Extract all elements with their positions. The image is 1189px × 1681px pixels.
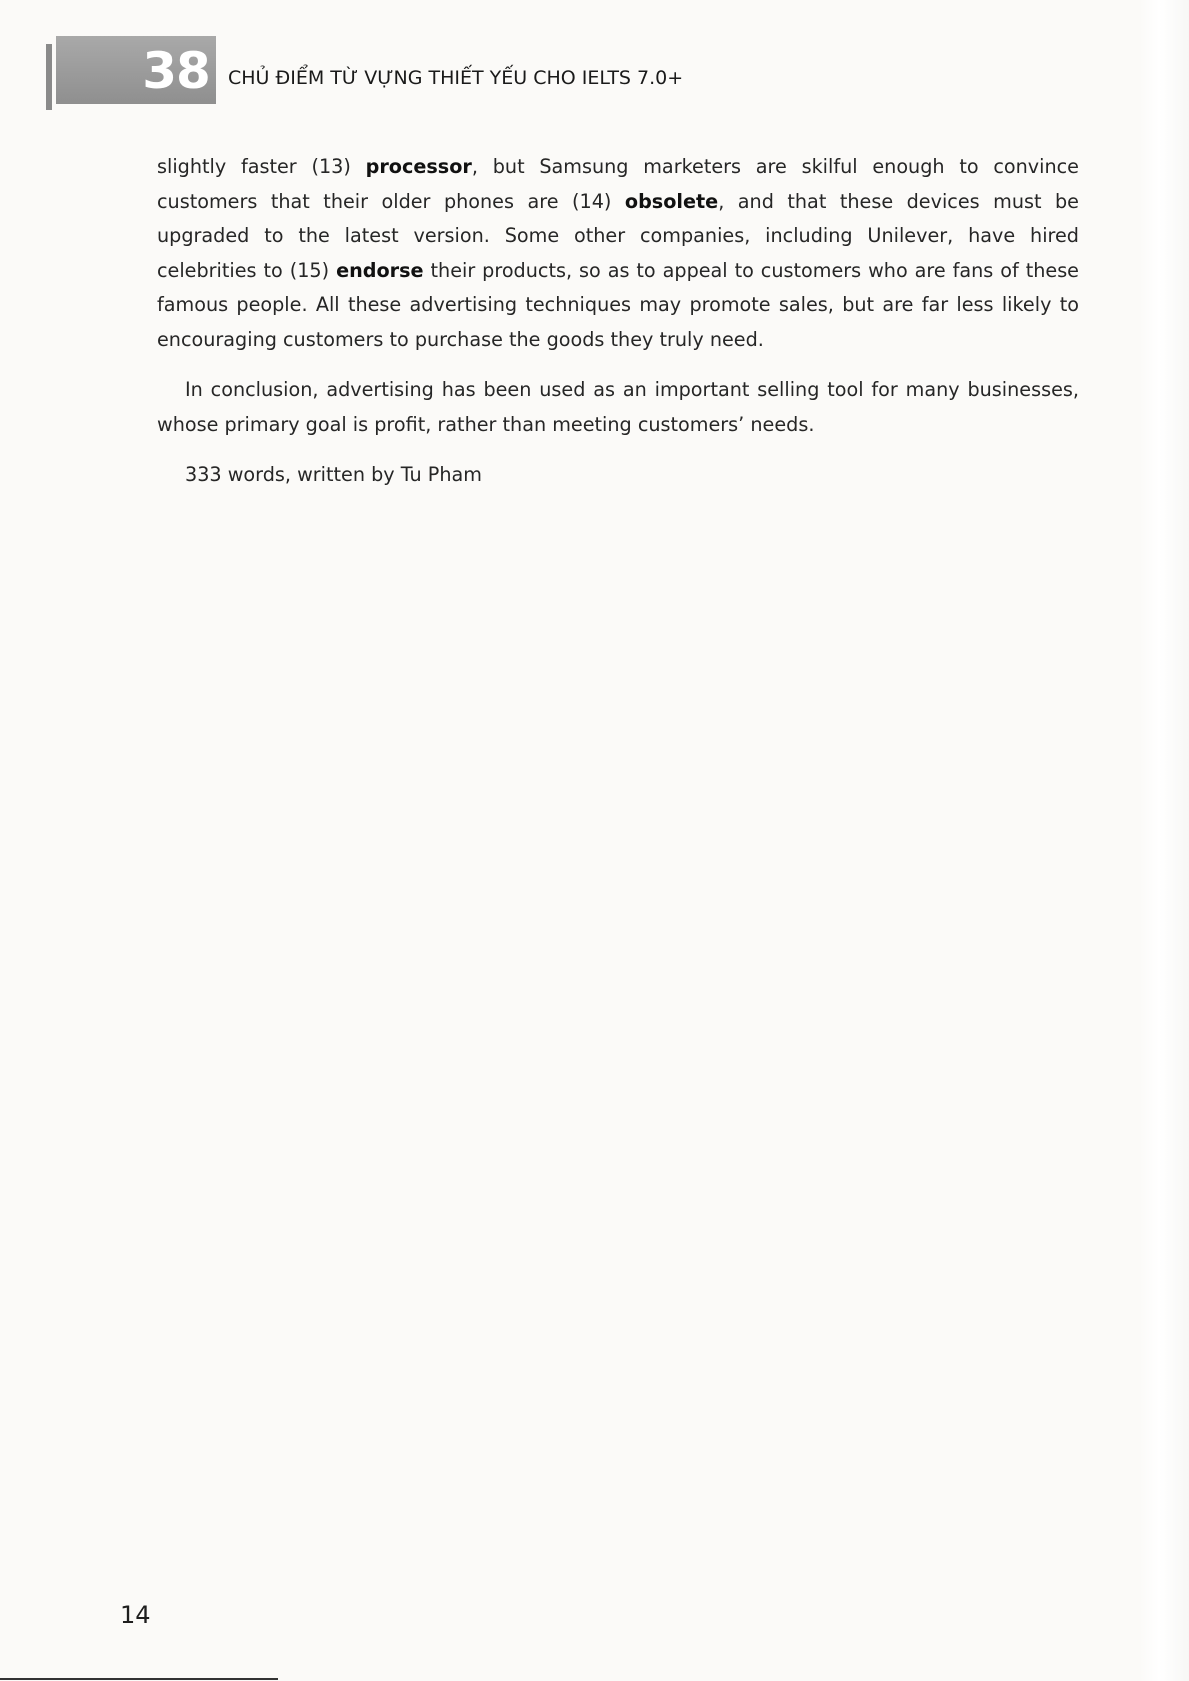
bottom-rule bbox=[0, 1678, 278, 1680]
vocab-term-15: endorse bbox=[336, 258, 424, 282]
paragraph-conclusion: In conclusion, advertising has been used as an important selling tool for many businesses, whose primary goal is profit, rather than meeting customers’ needs. bbox=[157, 378, 1079, 436]
paragraph-1-text-c: , and that these devices must be upgraded to the latest version. Some other companies, including Unilever, have hired celebrities to (15) bbox=[157, 189, 1079, 282]
paragraph-1-text-a: slightly faster (13) bbox=[157, 155, 366, 178]
vocab-term-13: processor bbox=[365, 155, 472, 178]
paragraph-1-text-d: their products, so as to appeal to customers who are fans of these famous people. All these advertising techniques may promote sales, but are far less likely to encouraging customers to purchase the goods they truly need. bbox=[157, 258, 1079, 351]
header-accent-bar bbox=[46, 44, 52, 110]
vocab-term-14: obsolete bbox=[624, 189, 719, 213]
paragraph-1-text-b: , but Samsung marketers are skilful enough to convince customers that their older phones are (14) bbox=[157, 155, 1079, 213]
book-title: CHỦ ĐIỂM TỪ VỰNG THIẾT YẾU CHO IELTS 7.0+ bbox=[228, 67, 684, 89]
chapter-number: 38 bbox=[142, 42, 210, 100]
page-edge bbox=[1139, 0, 1189, 1681]
byline: 333 words, written by Tu Pham bbox=[185, 463, 482, 486]
page-number: 14 bbox=[120, 1601, 151, 1629]
essay-text bbox=[157, 150, 1079, 493]
paragraph-1 bbox=[157, 150, 1079, 357]
chapter-header bbox=[0, 36, 760, 110]
